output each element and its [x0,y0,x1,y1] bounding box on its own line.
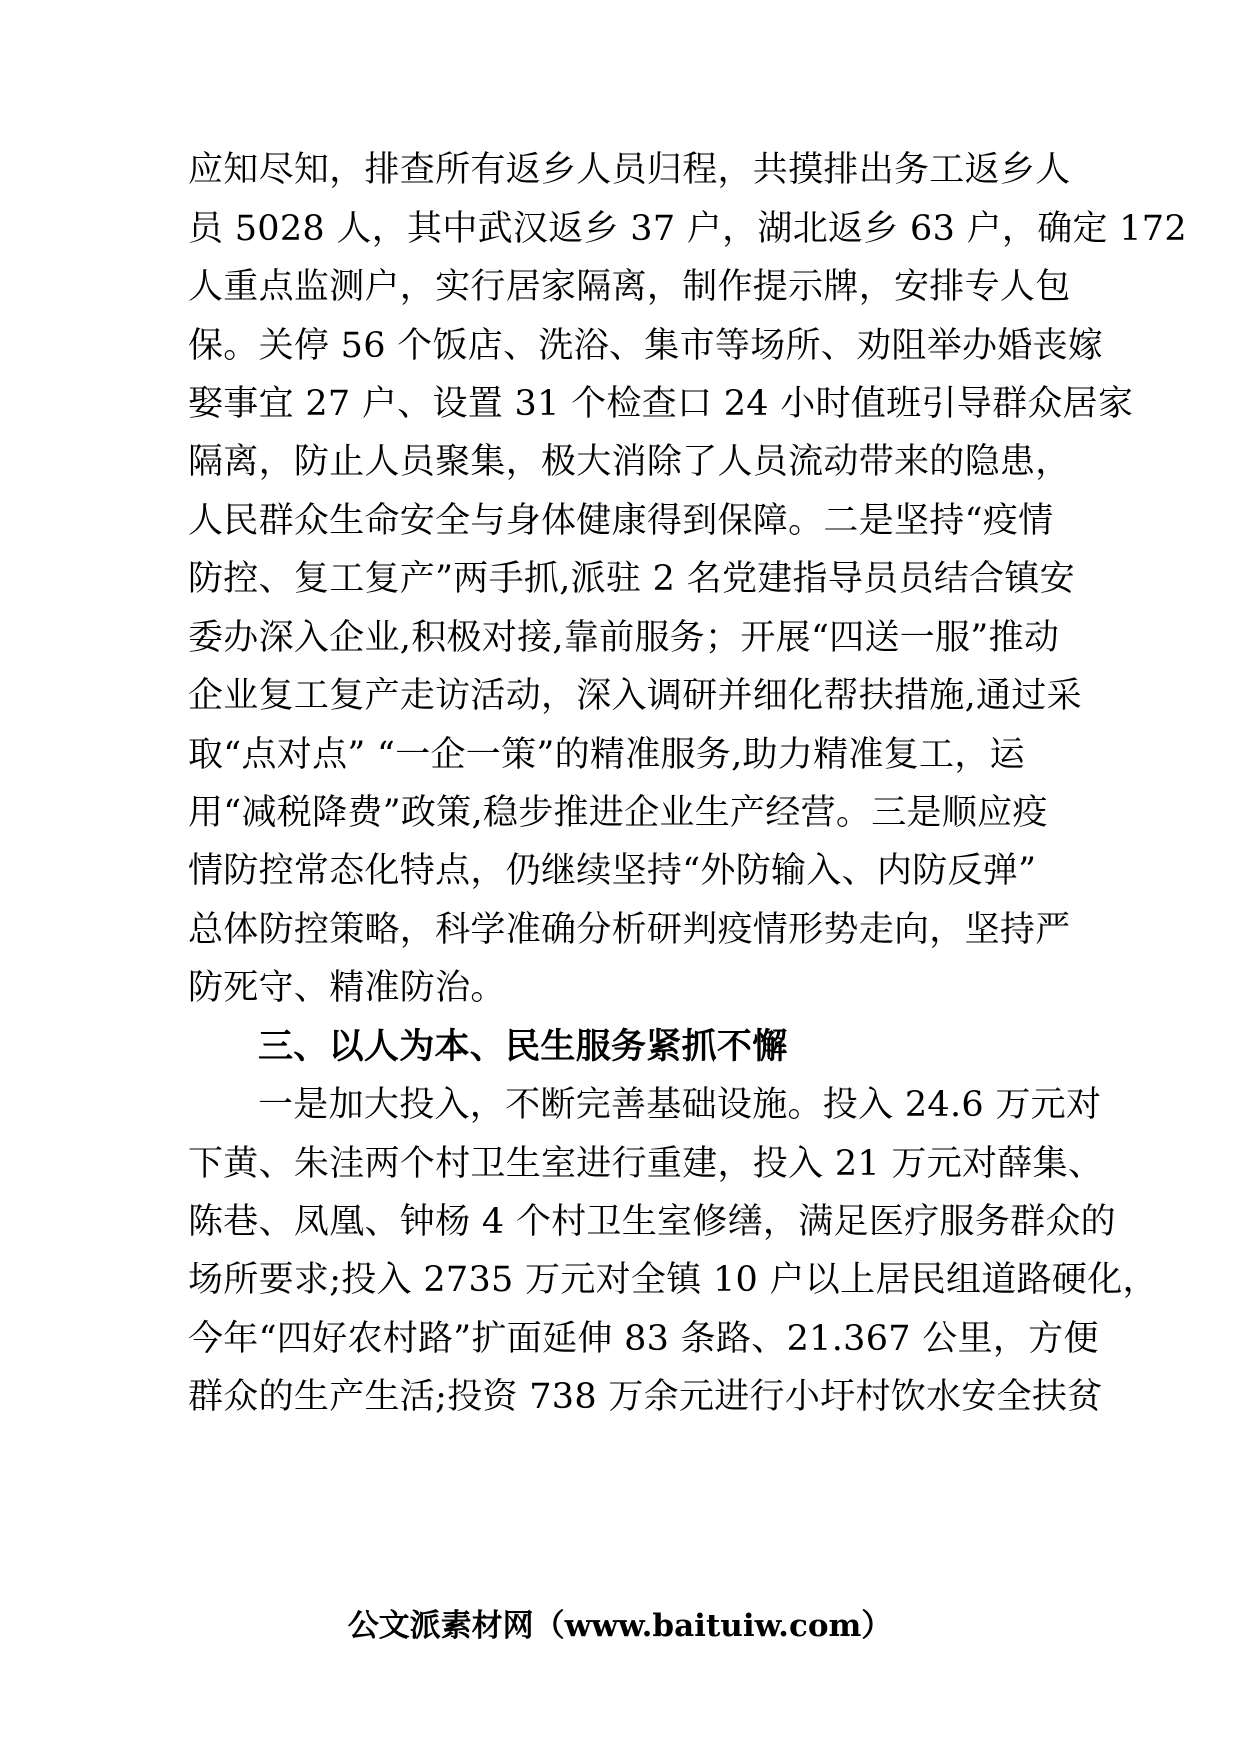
body-line: 今年“四好农村路”扩面延伸 83 条路、21.367 公里，方便 [188,1319,1099,1359]
body-line: 保。关停 56 个饭店、洗浴、集市等场所、劝阻举办婚丧嫁 [188,326,1104,366]
body-line: 情防控常态化特点，仍继续坚持“外防输入、内防反弹” [188,851,1037,891]
body-line: 人重点监测户，实行居家隔离，制作提示牌，安排专人包 [188,267,1071,307]
body-line: 用“减税降费”政策,稳步推进企业生产经营。三是顺应疫 [188,793,1048,833]
body-line: 防死守、精准防治。 [188,968,506,1008]
body-line: 一是加大投入，不断完善基础设施。投入 24.6 万元对 [258,1085,1102,1125]
body-line: 隔离，防止人员聚集，极大消除了人员流动带来的隐患， [188,442,1071,482]
body-line: 防控、复工复产”两手抓,派驻 2 名党建指导员员结合镇安 [188,559,1075,599]
footer-watermark: 公文派素材网（www.baituiw.com） [347,1608,893,1644]
body-line: 总体防控策略，科学准确分析研判疫情形势走向，坚持严 [188,910,1071,950]
body-line: 场所要求;投入 2735 万元对全镇 10 户以上居民组道路硬化， [188,1260,1158,1300]
body-line: 群众的生产生活;投资 738 万余元进行小圩村饮水安全扶贫 [188,1377,1103,1417]
body-line: 应知尽知，排查所有返乡人员归程，共摸排出务工返乡人 [188,150,1071,190]
body-line: 陈巷、凤凰、钟杨 4 个村卫生室修缮，满足医疗服务群众的 [188,1202,1116,1242]
body-line: 员 5028 人，其中武汉返乡 37 户，湖北返乡 63 户，确定 172 [188,209,1187,249]
body-line: 取“点对点” “一企一策”的精准服务,助力精准复工，运 [188,735,1025,775]
body-line: 企业复工复产走访活动，深入调研并细化帮扶措施,通过采 [188,676,1082,716]
body-line: 下黄、朱洼两个村卫生室进行重建，投入 21 万元对薛集、 [188,1144,1104,1184]
body-line: 娶事宜 27 户、设置 31 个检查口 24 小时值班引导群众居家 [188,384,1134,424]
body-line: 委办深入企业,积极对接,靠前服务；开展“四送一服”推动 [188,618,1060,658]
body-line: 人民群众生命安全与身体健康得到保障。二是坚持“疫情 [188,501,1054,541]
section-heading: 三、以人为本、民生服务紧抓不懈 [258,1026,788,1067]
